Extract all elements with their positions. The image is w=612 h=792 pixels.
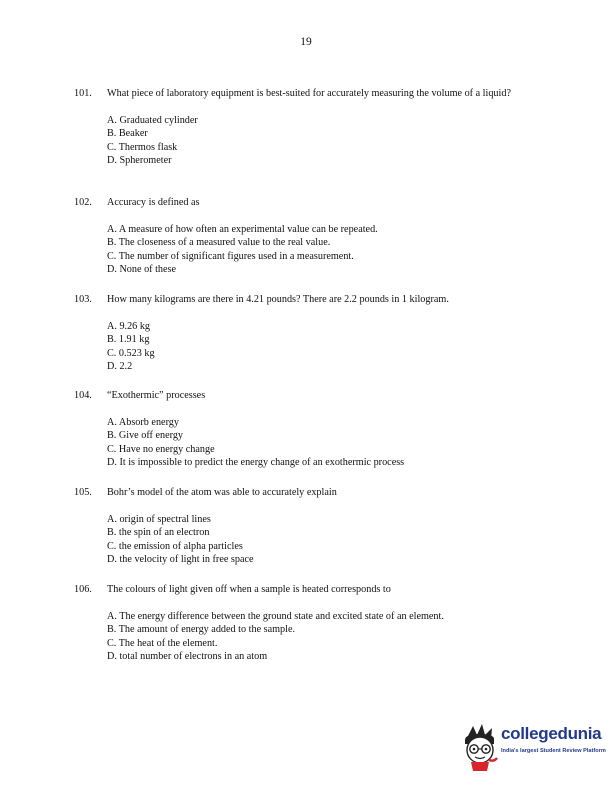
option-d: D. Spherometer — [107, 155, 172, 167]
question-stem: The colours of light given off when a sample is heated corresponds to — [107, 584, 391, 595]
question-stem: How many kilograms are there in 4.21 pounds? There are 2.2 pounds in 1 kilogram. — [107, 294, 449, 305]
mascot-icon — [461, 722, 499, 772]
question-stem: Accuracy is defined as — [107, 197, 200, 208]
option-c: C. 0.523 kg — [107, 347, 155, 359]
option-c: C. Thermos flask — [107, 141, 178, 153]
question-number: 101. — [74, 88, 92, 99]
question-stem: “Exothermic” processes — [107, 390, 206, 401]
options-list — [107, 513, 554, 567]
question-stem: Bohr’s model of the atom was able to accurately explain — [107, 487, 337, 498]
option-a: A. A measure of how often an experimental value can be repeated. — [107, 223, 378, 235]
option-b: B. Give off energy — [107, 430, 184, 442]
question-104 — [74, 389, 554, 470]
option-a: A. origin of spectral lines — [107, 513, 211, 525]
options-list — [107, 223, 554, 277]
option-c: C. The heat of the element. — [107, 637, 218, 649]
options-list — [107, 416, 554, 470]
options-list — [107, 114, 554, 168]
question-102 — [74, 196, 554, 277]
option-b: B. The closeness of a measured value to the real value. — [107, 237, 331, 249]
option-d: D. total number of electrons in an atom — [107, 651, 268, 663]
option-b: B. the spin of an electron — [107, 527, 210, 539]
option-d: D. 2.2 — [107, 361, 133, 373]
option-d: D. the velocity of light in free space — [107, 554, 254, 566]
question-number: 104. — [74, 390, 92, 401]
logo-wordmark: collegedunia — [501, 724, 602, 743]
option-c: C. Have no energy change — [107, 443, 215, 455]
question-105 — [74, 486, 554, 567]
collegedunia-logo — [461, 722, 606, 772]
logo-tagline: India's largest Student Review Platform — [501, 748, 606, 754]
options-list — [107, 320, 554, 374]
page-number: 19 — [300, 36, 312, 48]
question-101 — [74, 87, 554, 168]
question-106 — [74, 583, 554, 664]
option-b: B. Beaker — [107, 128, 148, 140]
option-a: A. 9.26 kg — [107, 320, 151, 332]
option-b: B. The amount of energy added to the sample. — [107, 624, 296, 636]
option-c: C. The number of significant figures used in a measurement. — [107, 250, 354, 262]
option-a: A. Graduated cylinder — [107, 114, 198, 126]
option-d: D. None of these — [107, 264, 177, 276]
option-a: A. Absorb energy — [107, 416, 179, 428]
question-stem: What piece of laboratory equipment is best-suited for accurately measuring the volume of a liquid? — [107, 88, 511, 99]
option-d: D. It is impossible to predict the energy change of an exothermic process — [107, 457, 405, 469]
options-list — [107, 610, 554, 664]
question-number: 106. — [74, 584, 92, 595]
question-number: 105. — [74, 487, 92, 498]
option-a: A. The energy difference between the ground state and excited state of an element. — [107, 610, 444, 622]
option-b: B. 1.91 kg — [107, 334, 150, 346]
question-number: 103. — [74, 294, 92, 305]
option-c: C. the emission of alpha particles — [107, 540, 243, 552]
question-number: 102. — [74, 197, 92, 208]
question-103 — [74, 293, 554, 374]
